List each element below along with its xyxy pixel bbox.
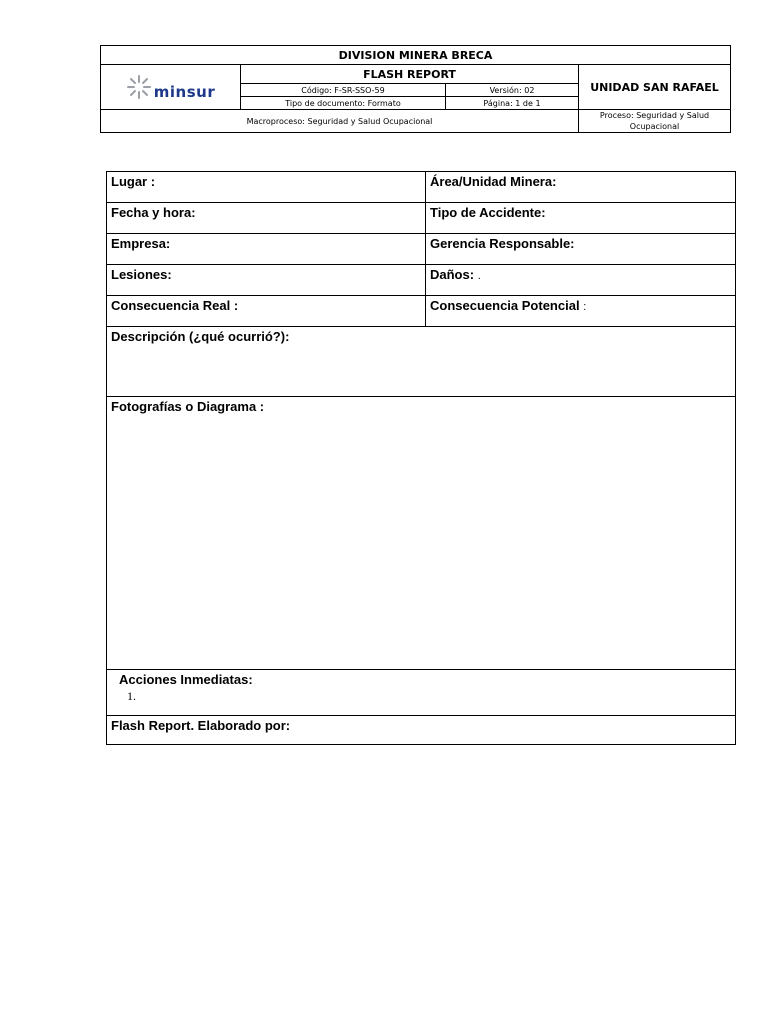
pagina-label: Página: 1 de 1 — [446, 97, 579, 110]
macroproceso-label: Macroproceso: Seguridad y Salud Ocupacional — [101, 110, 579, 133]
document-header — [100, 45, 731, 133]
tipo-accidente-field[interactable] — [426, 203, 736, 234]
codigo-label: Código: F-SR-SSO-59 — [241, 84, 446, 97]
gerencia-field[interactable] — [426, 234, 736, 265]
lugar-label: Lugar : — [111, 174, 156, 189]
empresa-label: Empresa: — [111, 236, 171, 251]
acciones-field[interactable] — [107, 670, 736, 716]
report-title: FLASH REPORT — [241, 65, 579, 84]
version-label: Versión: 02 — [446, 84, 579, 97]
danos-value: . — [477, 270, 481, 282]
proceso-label: Proceso: Seguridad y Salud Ocupacional — [579, 110, 731, 133]
consecuencia-real-field[interactable] — [107, 296, 426, 327]
fecha-label: Fecha y hora: — [111, 205, 196, 220]
lesiones-field[interactable] — [107, 265, 426, 296]
consecuencia-potencial-field[interactable] — [426, 296, 736, 327]
descripcion-field[interactable] — [107, 327, 736, 397]
tipo-accidente-label: Tipo de Accidente: — [430, 205, 546, 220]
elaborado-label: Flash Report. Elaborado por: — [111, 718, 291, 733]
consecuencia-potencial-value: : — [583, 301, 587, 313]
area-label: Área/Unidad Minera: — [430, 174, 557, 189]
fecha-field[interactable] — [107, 203, 426, 234]
unidad-label: UNIDAD SAN RAFAEL — [579, 65, 731, 110]
minsur-logo — [101, 65, 241, 110]
empresa-field[interactable] — [107, 234, 426, 265]
danos-field[interactable] — [426, 265, 736, 296]
elaborado-field[interactable] — [107, 716, 736, 745]
gerencia-label: Gerencia Responsable: — [430, 236, 575, 251]
lesiones-label: Lesiones: — [111, 267, 172, 282]
danos-label: Daños: — [430, 267, 475, 282]
flash-report-form — [106, 171, 736, 745]
consecuencia-real-label: Consecuencia Real : — [111, 298, 239, 313]
area-field[interactable] — [426, 172, 736, 203]
division-title: DIVISION MINERA BRECA — [101, 46, 731, 65]
acciones-label: Acciones Inmediatas: — [119, 672, 253, 687]
fotografias-label: Fotografías o Diagrama : — [111, 399, 265, 414]
lugar-field[interactable] — [107, 172, 426, 203]
minsur-logo-icon — [126, 74, 152, 100]
logo-text: minsur — [153, 83, 216, 101]
acciones-item: 1. — [127, 689, 136, 703]
tipo-documento-label: Tipo de documento: Formato — [241, 97, 446, 110]
consecuencia-potencial-label: Consecuencia Potencial — [430, 298, 580, 313]
fotografias-field[interactable] — [107, 397, 736, 670]
descripcion-label: Descripción (¿qué ocurrió?): — [111, 329, 290, 344]
